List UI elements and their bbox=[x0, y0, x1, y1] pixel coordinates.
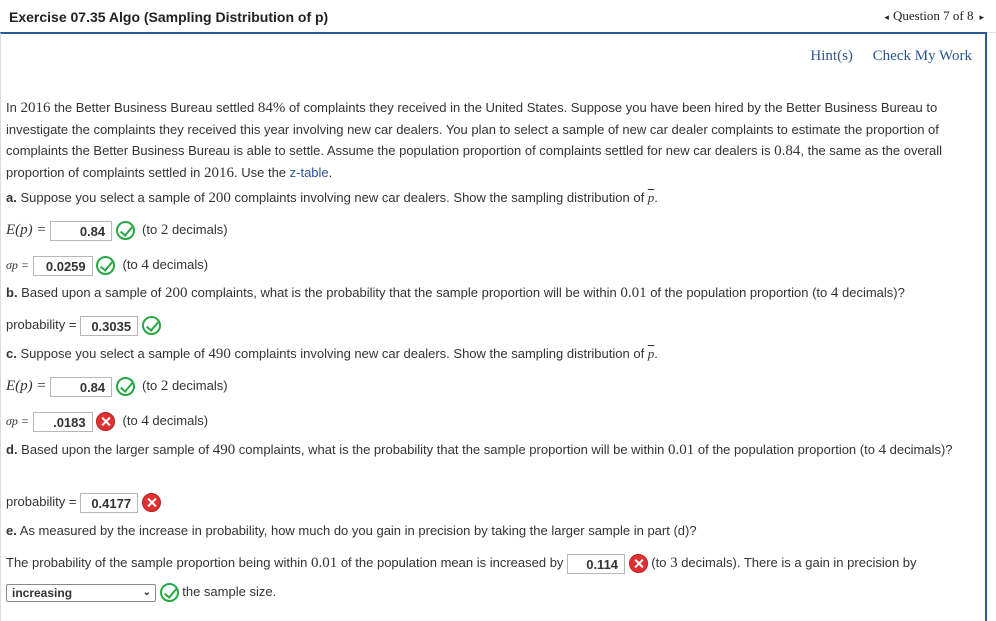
help-links bbox=[794, 48, 972, 65]
probability-label: probability = bbox=[6, 317, 77, 332]
correct-check-icon bbox=[96, 256, 115, 275]
part-d-probability-row bbox=[6, 492, 161, 513]
intro-paragraph: In 2016 the Better Business Bureau settled 84% of complaints they received in the United States. Suppose you have been hired by the Better Business Bureau to investigate the complaints they received this year involving new car dealers. You plan to select a sample of new car dealer complaints to estimate the proportion of complaints the Better Business Bureau is able to settle. Assume the population proportion of complaints settled for new car dealers is 0.84, the same as the overall proportion of complaints settled in 2016. Use the z-table. bbox=[6, 100, 943, 181]
part-b-probability-row bbox=[6, 315, 161, 336]
part-c-expected-input[interactable]: 0.84 bbox=[50, 377, 112, 397]
probability-label: probability = bbox=[6, 494, 77, 509]
part-a-expected-row bbox=[6, 220, 228, 241]
exercise-title: Exercise 07.35 Algo (Sampling Distribution of p) bbox=[9, 9, 329, 25]
header-bar bbox=[0, 0, 996, 33]
part-a-stddev-row bbox=[6, 255, 208, 276]
decimals-hint: (to 2 decimals) bbox=[142, 222, 228, 238]
hints-link[interactable]: Hint(s) bbox=[810, 48, 853, 64]
incorrect-x-icon bbox=[142, 493, 161, 512]
prev-question-icon[interactable]: ◂ bbox=[884, 12, 889, 22]
correct-check-icon bbox=[116, 377, 135, 396]
next-question-icon[interactable]: ▸ bbox=[979, 12, 984, 22]
part-e-increase-input[interactable]: 0.114 bbox=[567, 554, 625, 574]
check-my-work-link[interactable]: Check My Work bbox=[872, 48, 972, 64]
part-a-expected-input[interactable]: 0.84 bbox=[50, 221, 112, 241]
part-c-stddev-row bbox=[6, 411, 208, 432]
part-b-prompt: b. Based upon a sample of 200 complaints, what is the probability that the sample proportion will be within 0.01 of the population proportion (to 4 decimals)? bbox=[6, 285, 905, 301]
decimals-hint: (to 4 decimals) bbox=[122, 413, 209, 429]
stddev-label: σp = bbox=[6, 258, 30, 272]
part-e-prompt: e. As measured by the increase in probability, how much do you gain in precision by taking the larger sample in part (d)? bbox=[6, 523, 697, 538]
part-a-prompt: a. Suppose you select a sample of 200 complaints involving new car dealers. Show the sampling distribution of $\overline{p}$. bbox=[6, 190, 658, 206]
part-e-answer-row: The probability of the sample proportion being within 0.01 of the population mean is increased by 0.114 (to 3 decimals). There is a gain in precision by bbox=[6, 555, 917, 572]
z-table-link[interactable]: z-table bbox=[289, 165, 329, 180]
stddev-label: σp = bbox=[6, 414, 30, 428]
part-b-probability-input[interactable]: 0.3035 bbox=[80, 316, 138, 336]
expected-value-label: E(p) = bbox=[6, 378, 47, 394]
part-e-select-row: increasing ⌄ the sample size. bbox=[6, 582, 276, 602]
question-counter: Question 7 of 8 bbox=[892, 8, 974, 23]
incorrect-x-icon bbox=[629, 554, 648, 573]
expected-value-label: E(p) = bbox=[6, 222, 47, 238]
correct-check-icon bbox=[116, 221, 135, 240]
question-nav bbox=[884, 8, 984, 24]
part-a-stddev-input[interactable]: 0.0259 bbox=[33, 256, 93, 276]
chevron-down-icon: ⌄ bbox=[142, 586, 151, 598]
decimals-hint: (to 4 decimals) bbox=[122, 257, 209, 273]
part-c-expected-row bbox=[6, 376, 228, 397]
incorrect-x-icon bbox=[96, 412, 115, 431]
part-c-prompt: c. Suppose you select a sample of 490 complaints involving new car dealers. Show the sampling distribution of $\overline{p}$. bbox=[6, 346, 658, 362]
correct-check-icon bbox=[142, 316, 161, 335]
correct-check-icon bbox=[160, 583, 179, 602]
decimals-hint: (to 2 decimals) bbox=[142, 378, 228, 394]
part-c-stddev-input[interactable]: .0183 bbox=[33, 412, 93, 432]
precision-select[interactable]: increasing ⌄ bbox=[6, 584, 156, 602]
part-d-probability-input[interactable]: 0.4177 bbox=[80, 493, 138, 513]
part-d-prompt: d. Based upon the larger sample of 490 complaints, what is the probability that the sample proportion will be within 0.01 of the population proportion (to 4 decimals)? bbox=[6, 442, 953, 458]
